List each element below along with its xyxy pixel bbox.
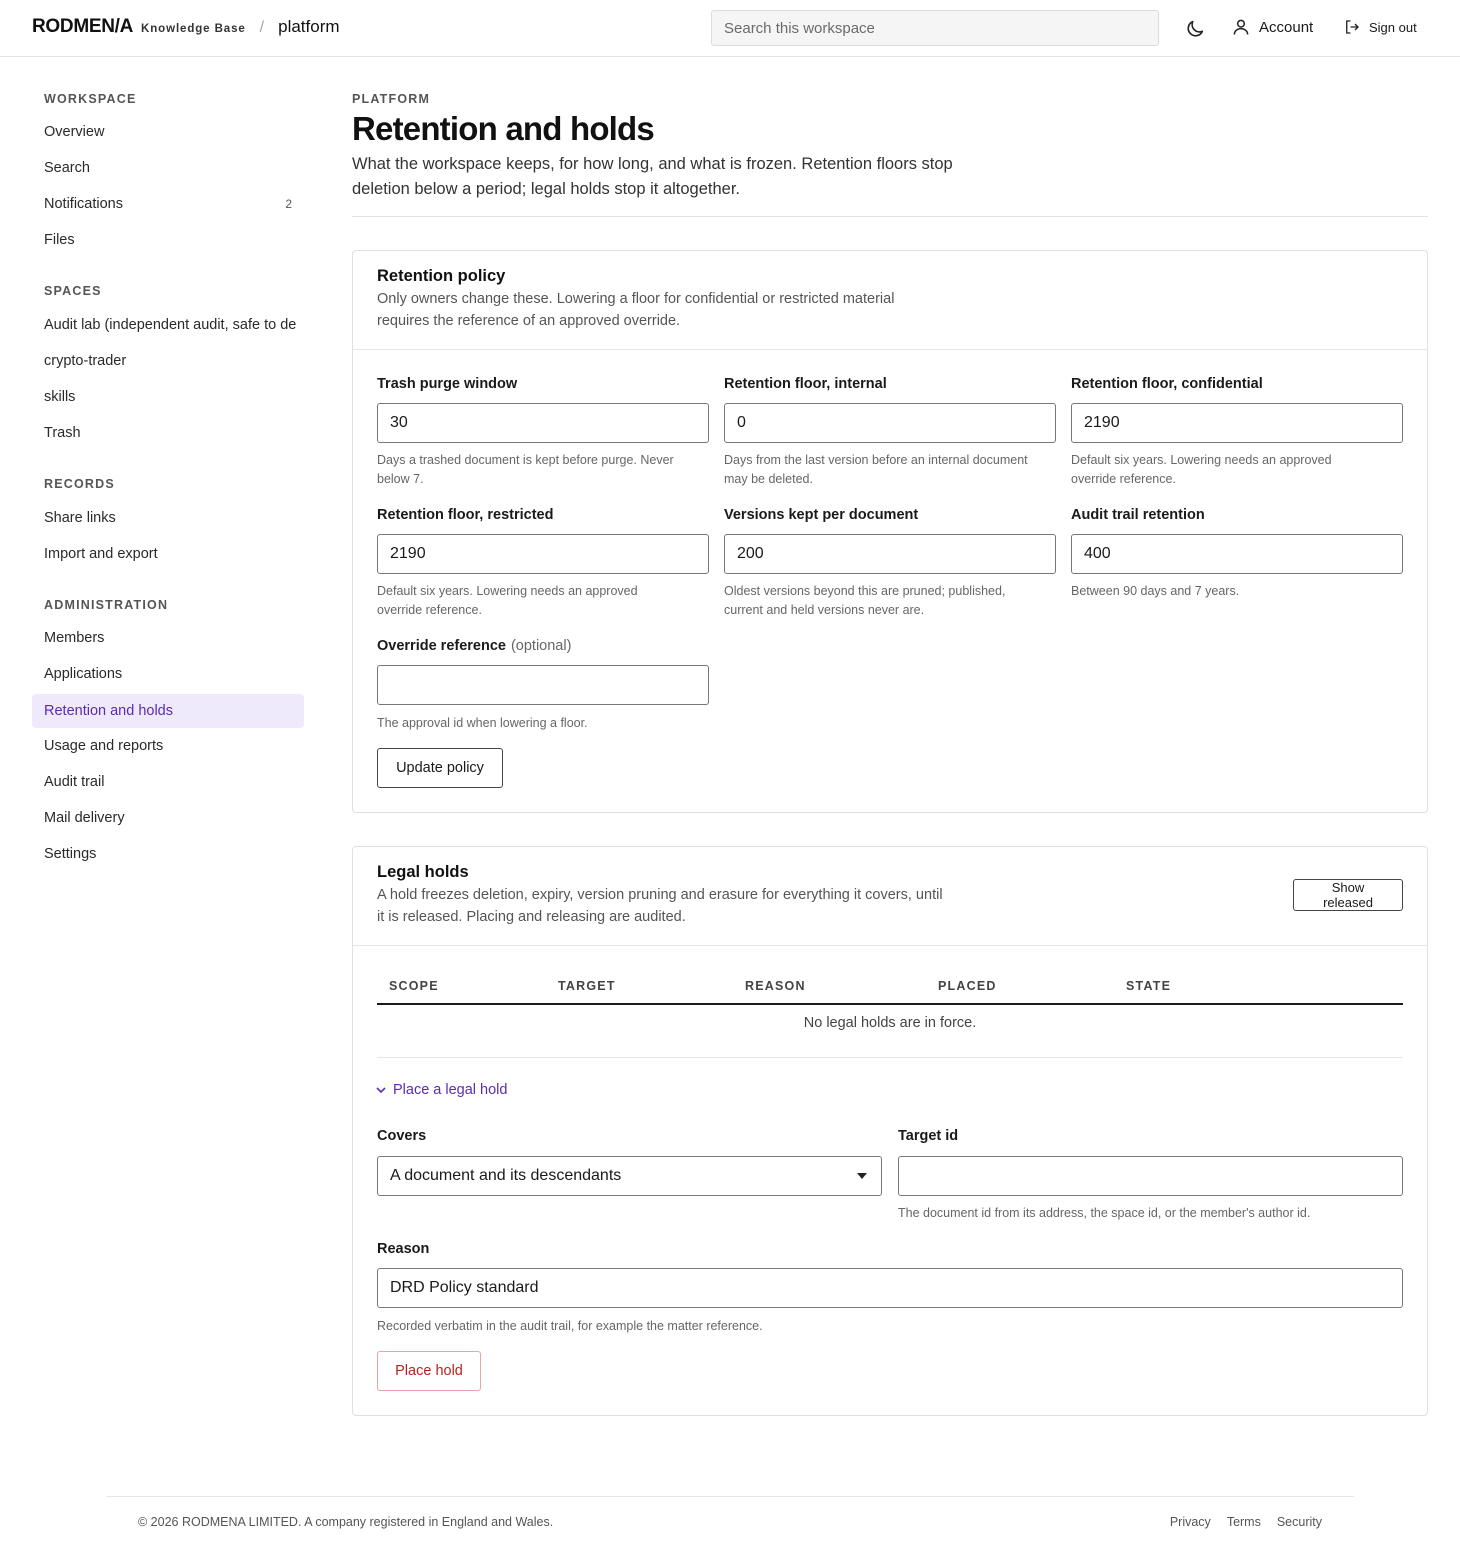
account-label: Account bbox=[1259, 18, 1314, 36]
audit-retention-input[interactable] bbox=[1071, 534, 1403, 574]
sidebar-item-label: Trash bbox=[44, 425, 81, 441]
sidebar-item-label: Settings bbox=[44, 846, 97, 862]
card-description: Only owners change these. Lowering a floor for confidential or restricted material requires the reference of an approved override. bbox=[377, 291, 895, 329]
card-title: Legal holds bbox=[377, 863, 469, 881]
sidebar-item-label: Share links bbox=[44, 510, 116, 526]
sidebar-item-usage-reports[interactable] bbox=[32, 729, 304, 763]
floor-restricted-input[interactable] bbox=[377, 534, 709, 574]
sidebar-item-overview[interactable] bbox=[32, 115, 304, 149]
divider bbox=[377, 1057, 1403, 1058]
sidebar-item-label: Applications bbox=[44, 666, 123, 682]
sidebar-item-label: Mail delivery bbox=[44, 810, 125, 826]
reason-input[interactable] bbox=[377, 1268, 1403, 1308]
sign-out-button[interactable] bbox=[1343, 18, 1417, 36]
footer-link-privacy[interactable]: Privacy bbox=[1169, 1515, 1211, 1529]
floor-internal-help: Days from the last version before an internal document may be deleted. bbox=[724, 453, 1028, 486]
sidebar-item-label: Members bbox=[44, 630, 105, 646]
sidebar-item-label: Notifications bbox=[44, 196, 123, 212]
moon-icon[interactable] bbox=[1184, 18, 1206, 40]
covers-label: Covers bbox=[377, 1128, 427, 1144]
versions-kept-help: Oldest versions beyond this are pruned; published, current and held versions never are. bbox=[724, 584, 1006, 617]
audit-retention-help: Between 90 days and 7 years. bbox=[1071, 584, 1240, 598]
empty-table-message: No legal holds are in force. bbox=[803, 1015, 977, 1031]
sidebar-item-skills[interactable] bbox=[32, 380, 304, 414]
sidebar-item-audit-lab[interactable] bbox=[32, 308, 304, 342]
retention-policy-card bbox=[352, 250, 1428, 813]
sidebar-item-files[interactable] bbox=[32, 223, 304, 257]
place-hold-button[interactable]: Place hold bbox=[377, 1351, 481, 1391]
user-icon bbox=[1231, 17, 1251, 37]
sidebar-group-workspace: WORKSPACE bbox=[44, 92, 137, 106]
floor-restricted-help: Default six years. Lowering needs an approved override reference. bbox=[377, 584, 638, 617]
floor-internal-input[interactable] bbox=[724, 403, 1056, 443]
sidebar-group-administration: ADMINISTRATION bbox=[44, 598, 169, 612]
sidebar-item-label: Files bbox=[44, 232, 75, 248]
override-reference-label-text: Override reference bbox=[377, 638, 506, 654]
sidebar-item-audit-trail[interactable] bbox=[32, 765, 304, 799]
sidebar-item-trash[interactable] bbox=[32, 416, 304, 450]
show-released-button[interactable]: Show released bbox=[1293, 879, 1403, 911]
page-eyebrow: PLATFORM bbox=[352, 92, 431, 106]
sidebar-item-label: Audit trail bbox=[44, 774, 105, 790]
sidebar-item-share-links[interactable] bbox=[32, 501, 304, 535]
covers-selected-value: A document and its descendants bbox=[390, 1167, 622, 1184]
divider bbox=[352, 216, 1428, 217]
notification-count-badge: 2 bbox=[285, 197, 292, 211]
card-description: A hold freezes deletion, expiry, version pruning and erasure for everything it covers, until it is released. Placing and releasing are audited. bbox=[377, 887, 943, 925]
override-reference-label bbox=[377, 638, 571, 654]
chevron-down-icon bbox=[375, 1084, 387, 1096]
card-title: Retention policy bbox=[377, 267, 506, 285]
sidebar-item-members[interactable] bbox=[32, 621, 304, 655]
trash-purge-help: Days a trashed document is kept before purge. Never below 7. bbox=[377, 453, 674, 486]
reason-help: Recorded verbatim in the audit trail, for example the matter reference. bbox=[377, 1319, 763, 1333]
column-header-state: STATE bbox=[1126, 979, 1172, 993]
legal-holds-card bbox=[352, 846, 1428, 1416]
sidebar-item-mail-delivery[interactable] bbox=[32, 801, 304, 835]
sidebar-item-label: Overview bbox=[44, 124, 105, 140]
column-header-target: TARGET bbox=[558, 979, 616, 993]
sidebar-item-import-export[interactable] bbox=[32, 537, 304, 571]
sidebar-item-label: Retention and holds bbox=[44, 703, 173, 719]
target-id-help: The document id from its address, the space id, or the member's author id. bbox=[898, 1206, 1311, 1220]
footer-links bbox=[1170, 1515, 1322, 1529]
sign-out-label: Sign out bbox=[1369, 19, 1417, 35]
reason-label: Reason bbox=[377, 1241, 430, 1257]
search-input[interactable] bbox=[711, 10, 1159, 46]
covers-select[interactable] bbox=[377, 1156, 882, 1196]
sidebar-item-notifications[interactable] bbox=[32, 187, 304, 221]
footer-divider bbox=[106, 1496, 1354, 1497]
column-header-placed: PLACED bbox=[938, 979, 997, 993]
sidebar-item-retention-holds[interactable] bbox=[32, 694, 304, 728]
footer-copyright: © 2026 RODMENA LIMITED. A company registered in England and Wales. bbox=[138, 1515, 554, 1529]
sidebar-item-label: Usage and reports bbox=[44, 738, 164, 754]
brand[interactable] bbox=[32, 16, 340, 38]
account-button[interactable] bbox=[1231, 17, 1313, 37]
optional-hint: (optional) bbox=[510, 638, 572, 654]
sidebar-item-label: crypto-trader bbox=[44, 353, 127, 369]
card-header bbox=[353, 847, 1427, 946]
column-header-reason: REASON bbox=[745, 979, 806, 993]
caret-down-icon bbox=[857, 1173, 867, 1179]
versions-kept-label: Versions kept per document bbox=[724, 507, 919, 523]
sidebar-item-label: Import and export bbox=[44, 546, 158, 562]
top-bar bbox=[0, 0, 1460, 57]
floor-internal-label: Retention floor, internal bbox=[724, 376, 887, 392]
floor-confidential-help: Default six years. Lowering needs an approved override reference. bbox=[1071, 453, 1332, 486]
floor-restricted-label: Retention floor, restricted bbox=[377, 507, 554, 523]
place-hold-toggle[interactable] bbox=[375, 1082, 507, 1098]
override-reference-input[interactable] bbox=[377, 665, 709, 705]
brand-subtitle: Knowledge Base bbox=[141, 23, 246, 35]
table-header-rule bbox=[377, 1003, 1403, 1005]
trash-purge-label: Trash purge window bbox=[377, 376, 518, 392]
sidebar-item-applications[interactable] bbox=[32, 657, 304, 691]
target-id-input[interactable] bbox=[898, 1156, 1403, 1196]
place-hold-toggle-label: Place a legal hold bbox=[393, 1082, 508, 1098]
sidebar-item-crypto-trader[interactable] bbox=[32, 344, 304, 378]
page-description: What the workspace keeps, for how long, and what is frozen. Retention floors stop deletion below a period; legal holds stop it altogether. bbox=[352, 155, 953, 198]
workspace-name[interactable]: platform bbox=[278, 17, 340, 36]
sidebar-item-label: Search bbox=[44, 160, 90, 176]
sidebar-group-records: RECORDS bbox=[44, 477, 115, 491]
sidebar-item-label: Audit lab (independent audit, safe to de bbox=[44, 317, 297, 333]
footer-link-security[interactable]: Security bbox=[1276, 1515, 1322, 1529]
sidebar-item-label: skills bbox=[44, 389, 76, 405]
sign-out-icon bbox=[1343, 18, 1361, 36]
brand-logo[interactable]: RODMEN/A bbox=[32, 16, 134, 37]
footer-link-terms[interactable]: Terms bbox=[1226, 1515, 1261, 1529]
trash-purge-input[interactable] bbox=[377, 403, 709, 443]
breadcrumb-separator: / bbox=[259, 19, 265, 36]
override-reference-help: The approval id when lowering a floor. bbox=[377, 716, 588, 730]
audit-retention-label: Audit trail retention bbox=[1071, 507, 1205, 523]
sidebar-item-search[interactable] bbox=[32, 151, 304, 185]
sidebar-group-spaces: SPACES bbox=[44, 284, 102, 298]
target-id-label: Target id bbox=[898, 1128, 959, 1144]
update-policy-button[interactable]: Update policy bbox=[377, 748, 503, 788]
floor-confidential-input[interactable] bbox=[1071, 403, 1403, 443]
page-title: Retention and holds bbox=[352, 110, 654, 147]
floor-confidential-label: Retention floor, confidential bbox=[1071, 376, 1263, 392]
column-header-scope: SCOPE bbox=[389, 979, 439, 993]
sidebar-item-settings[interactable] bbox=[32, 837, 304, 871]
versions-kept-input[interactable] bbox=[724, 534, 1056, 574]
card-header bbox=[353, 251, 1427, 350]
